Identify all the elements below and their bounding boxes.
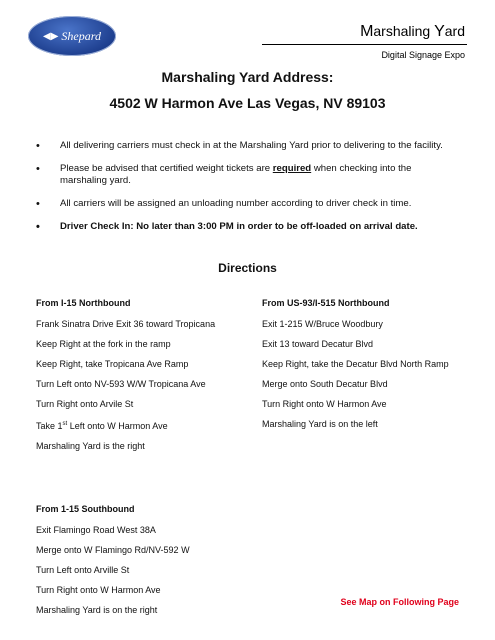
required-emphasis: required — [272, 163, 312, 174]
directions-i15-south — [36, 504, 236, 625]
route-step: Marshaling Yard is the right — [36, 441, 145, 451]
address-heading: Marshaling Yard Address: — [161, 69, 334, 85]
route-heading: From US-93/I-515 Northbound — [262, 298, 390, 308]
notice-item: • Driver Check In: No later than 3:00 PM in order to be off-loaded on arrival date. — [36, 221, 461, 233]
route-step: Frank Sinatra Drive Exit 36 toward Tropicana — [36, 319, 216, 329]
notice-list — [36, 140, 461, 244]
directions-us93-north — [262, 298, 462, 439]
route-step: Turn Left onto NV-593 W/W Tropicana Ave — [36, 379, 206, 389]
address-line: 4502 W Harmon Ave Las Vegas, NV 89103 — [109, 95, 386, 111]
see-map-note: See Map on Following Page — [340, 597, 459, 607]
route-step: Keep Right, take Tropicana Ave Ramp — [36, 359, 189, 369]
route-step: Exit Flamingo Road West 38A — [36, 525, 156, 535]
diamond-arrows-icon: ◀▶ — [43, 30, 59, 42]
notice-item: • All delivering carriers must check in at the Marshaling Yard prior to delivering to the facility. — [36, 140, 461, 152]
route-step: Marshaling Yard is on the right — [36, 605, 158, 615]
notice-item: • Please be advised that certified weight tickets are required when checking into the marshaling yard. — [36, 163, 461, 187]
notice-item: • All carriers will be assigned an unloading number according to driver check in time. — [36, 198, 461, 210]
route-step: Turn Left onto Arville St — [36, 565, 130, 575]
logo-text: Shepard — [61, 28, 101, 43]
route-step: Marshaling Yard is on the left — [262, 419, 378, 429]
route-step: Take 1st Left onto W Harmon Ave — [36, 421, 168, 431]
route-step: Merge onto W Flamingo Rd/NV-592 W — [36, 545, 190, 555]
header-subtitle: Digital Signage Expo — [381, 50, 465, 60]
route-step: Exit 1-215 W/Bruce Woodbury — [262, 319, 383, 329]
route-step: Turn Right onto W Harmon Ave — [262, 399, 387, 409]
directions-heading: Directions — [218, 261, 277, 275]
route-step: Turn Right onto W Harmon Ave — [36, 585, 161, 595]
shepard-logo — [28, 16, 116, 56]
header-rule — [262, 44, 467, 45]
route-step: Exit 13 toward Decatur Blvd — [262, 339, 374, 349]
directions-i15-north — [36, 298, 216, 461]
route-step: Turn Right onto Arvile St — [36, 399, 134, 409]
route-step: Keep Right, take the Decatur Blvd North Ramp — [262, 359, 449, 369]
route-step: Merge onto South Decatur Blvd — [262, 379, 388, 389]
route-heading: From I-15 Northbound — [36, 298, 131, 308]
route-step: Keep Right at the fork in the ramp — [36, 339, 171, 349]
route-heading: From 1-15 Southbound — [36, 504, 135, 514]
header-title: Marshaling Yard — [360, 23, 465, 40]
